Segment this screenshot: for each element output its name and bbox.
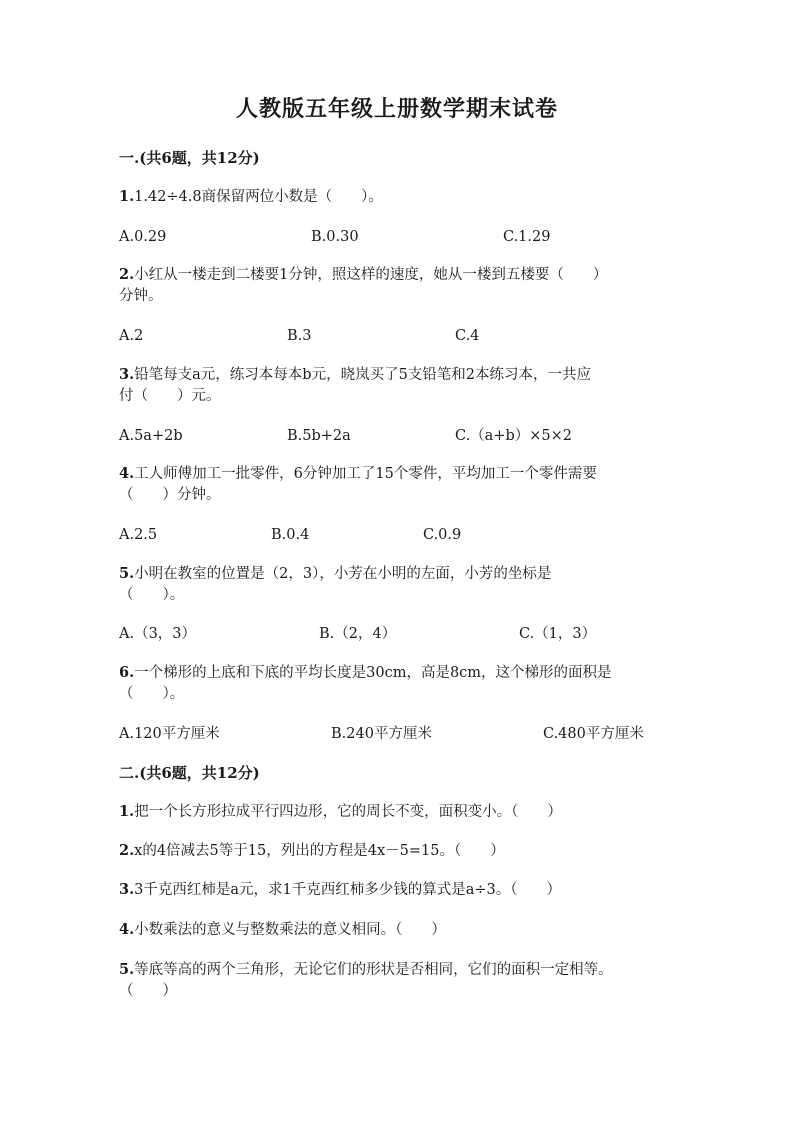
question-number: 3.	[119, 366, 135, 383]
question-number: 3.	[119, 881, 135, 898]
section-2-heading: 二.(共6题，共12分)	[119, 764, 260, 782]
q1-1-option-a: A.0.29	[119, 229, 167, 245]
question-1-2-line-2: 分钟。	[119, 288, 163, 304]
q1-4-option-b: B.0.4	[271, 527, 310, 543]
question-text: 1.42÷4.8商保留两位小数是（ ）。	[134, 189, 383, 205]
q1-3-option-c: C.（a+b）×5×2	[455, 428, 573, 444]
question-1-3-line-2: 付（ ）元。	[119, 388, 221, 404]
question-number: 1.	[119, 803, 135, 820]
q1-5-option-a: A.（3，3）	[119, 626, 197, 642]
q1-5-option-b: B.（2，4）	[319, 626, 397, 642]
q1-2-option-b: B.3	[287, 328, 312, 344]
question-text: 铅笔每支a元，练习本每本b元，晓岚买了5支铅笔和2本练习本，一共应	[134, 367, 592, 383]
question-number: 4.	[119, 465, 135, 482]
q1-1-option-c: C.1.29	[503, 229, 551, 245]
page-title: 人教版五年级上册数学期末试卷	[235, 96, 558, 122]
q1-2-option-a: A.2	[119, 328, 144, 344]
question-2-3	[119, 880, 561, 900]
question-number: 2.	[119, 842, 135, 859]
question-text: 工人师傅加工一批零件，6分钟加工了15个零件，平均加工一个零件需要	[134, 466, 597, 482]
section-1-heading: 一.(共6题，共12分)	[119, 149, 260, 167]
question-2-1	[119, 802, 562, 822]
question-2-5-line-2: （ ）	[119, 983, 177, 999]
question-number: 6.	[119, 664, 135, 681]
question-text: 小明在教室的位置是（2，3），小芳在小明的左面，小芳的坐标是	[134, 566, 552, 582]
q1-6-option-c: C.480平方厘米	[543, 726, 644, 742]
q1-4-option-a: A.2.5	[119, 527, 158, 543]
question-number: 5.	[119, 565, 135, 582]
question-1-2	[119, 265, 607, 285]
question-number: 1.	[119, 188, 135, 205]
question-1-4	[119, 464, 597, 484]
q1-6-option-a: A.120平方厘米	[119, 726, 220, 742]
question-number: 5.	[119, 961, 135, 978]
question-1-5	[119, 564, 551, 584]
question-text: 小数乘法的意义与整数乘法的意义相同。（ ）	[134, 922, 446, 938]
question-text: x的4倍减去5等于15，列出的方程是4x－5=15。（ ）	[134, 843, 505, 859]
question-text: 等底等高的两个三角形，无论它们的形状是否相同，它们的面积一定相等。	[134, 962, 613, 978]
question-1-6	[119, 663, 612, 683]
question-number: 2.	[119, 266, 135, 283]
question-text: 3千克西红柿是a元，求1千克西红柿多少钱的算式是a÷3。（ ）	[134, 882, 562, 898]
q1-1-option-b: B.0.30	[311, 229, 359, 245]
q1-6-option-b: B.240平方厘米	[331, 726, 432, 742]
question-2-5	[119, 960, 613, 980]
question-1-6-line-2: （ ）。	[119, 686, 185, 702]
question-number: 4.	[119, 921, 135, 938]
question-text: 把一个长方形拉成平行四边形，它的周长不变，面积变小。（ ）	[134, 804, 562, 820]
q1-3-option-b: B.5b+2a	[287, 428, 351, 444]
question-1-4-line-2: （ ）分钟。	[119, 487, 221, 503]
question-1-5-line-2: （ ）。	[119, 587, 185, 603]
q1-4-option-c: C.0.9	[423, 527, 462, 543]
question-text: 一个梯形的上底和下底的平均长度是30cm，高是8cm，这个梯形的面积是	[134, 665, 612, 681]
question-1-3	[119, 365, 591, 385]
q1-5-option-c: C.（1，3）	[519, 626, 597, 642]
question-2-4	[119, 920, 446, 940]
question-1-1	[119, 187, 383, 207]
question-text: 小红从一楼走到二楼要1分钟，照这样的速度，她从一楼到五楼要（ ）	[134, 267, 608, 283]
q1-2-option-c: C.4	[455, 328, 480, 344]
q1-3-option-a: A.5a+2b	[119, 428, 183, 444]
question-2-2	[119, 841, 505, 861]
